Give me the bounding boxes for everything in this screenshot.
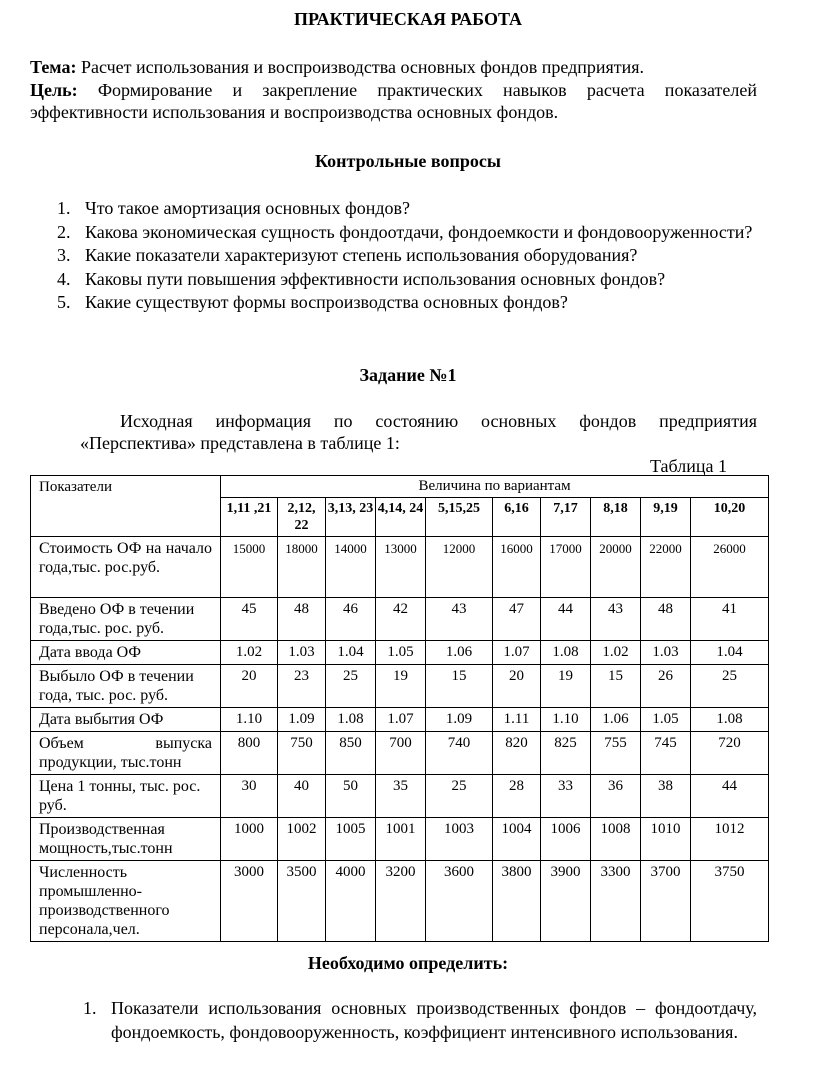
table-cell: 15 — [591, 665, 641, 708]
table-cell: 50 — [326, 775, 376, 818]
row-label: Производственная мощность,тыс.тонн — [31, 818, 221, 861]
table-cell: 1.02 — [221, 641, 278, 665]
table-cell: 1005 — [326, 818, 376, 861]
table-row — [31, 818, 769, 861]
determine-heading: Необходимо определить: — [307, 953, 509, 973]
table-cell: 745 — [641, 732, 691, 775]
column-header-group: Величина по вариантам — [221, 476, 769, 498]
table-cell: 740 — [426, 732, 493, 775]
table-cell: 1003 — [426, 818, 493, 861]
table-cell: 43 — [591, 598, 641, 641]
table-caption: Таблица 1 — [650, 456, 727, 476]
table-cell: 35 — [376, 775, 426, 818]
table-cell: 42 — [376, 598, 426, 641]
table-cell: 1.10 — [541, 708, 591, 732]
variant-header: 9,19 — [641, 498, 691, 537]
table-cell: 48 — [641, 598, 691, 641]
list-text: Что такое амортизация основных фондов? — [85, 198, 410, 218]
table-cell: 1.05 — [376, 641, 426, 665]
theme-line — [30, 56, 757, 78]
row-label: Цена 1 тонны, тыс. рос. руб. — [31, 775, 221, 818]
table-cell: 825 — [541, 732, 591, 775]
table-cell: 12000 — [426, 537, 493, 598]
table-cell: 43 — [426, 598, 493, 641]
variant-header: 2,12, 22 — [278, 498, 326, 537]
table-cell: 1.04 — [691, 641, 769, 665]
determine-list — [83, 997, 757, 1044]
row-label: Выбыло ОФ в течении года, тыс. рос. руб. — [31, 665, 221, 708]
table-cell: 45 — [221, 598, 278, 641]
table-cell: 40 — [278, 775, 326, 818]
table-cell: 47 — [493, 598, 541, 641]
table-cell: 3300 — [591, 861, 641, 942]
table-cell: 1004 — [493, 818, 541, 861]
table-cell: 820 — [493, 732, 541, 775]
table-cell: 26000 — [691, 537, 769, 598]
table-cell: 46 — [326, 598, 376, 641]
table-cell: 44 — [541, 598, 591, 641]
table-cell: 1.06 — [591, 708, 641, 732]
variant-header: 4,14, 24 — [376, 498, 426, 537]
column-header-indicators: Показатели — [31, 476, 221, 537]
row-label: Введено ОФ в течении года,тыс. рос. руб. — [31, 598, 221, 641]
table-cell: 26 — [641, 665, 691, 708]
table-cell: 1006 — [541, 818, 591, 861]
table-cell: 3800 — [493, 861, 541, 942]
variant-header: 8,18 — [591, 498, 641, 537]
table-cell: 1001 — [376, 818, 426, 861]
table-cell: 15000 — [221, 537, 278, 598]
table-cell: 755 — [591, 732, 641, 775]
data-table — [30, 475, 769, 942]
table-cell: 3000 — [221, 861, 278, 942]
table-cell: 850 — [326, 732, 376, 775]
table-cell: 22000 — [641, 537, 691, 598]
table-cell: 25 — [426, 775, 493, 818]
list-item — [57, 197, 757, 221]
table-cell: 18000 — [278, 537, 326, 598]
table-cell: 1010 — [641, 818, 691, 861]
table-row — [31, 861, 769, 942]
goal-paragraph — [30, 79, 757, 123]
table-cell: 20 — [493, 665, 541, 708]
list-text: Какие показатели характеризуют степень использования оборудования? — [85, 245, 638, 265]
table-cell: 1.09 — [426, 708, 493, 732]
row-label: Дата ввода ОФ — [31, 641, 221, 665]
table-cell: 19 — [541, 665, 591, 708]
table-row — [31, 665, 769, 708]
row-label: Дата выбытия ОФ — [31, 708, 221, 732]
table-cell: 17000 — [541, 537, 591, 598]
list-number: 2. — [57, 221, 71, 242]
table-cell: 20000 — [591, 537, 641, 598]
table-cell: 1.02 — [591, 641, 641, 665]
list-number: 1. — [57, 198, 71, 218]
table-cell: 36 — [591, 775, 641, 818]
table-cell: 1002 — [278, 818, 326, 861]
table-cell: 44 — [691, 775, 769, 818]
list-number: 1. — [83, 998, 97, 1018]
table-row — [31, 537, 769, 598]
table-cell: 1.06 — [426, 641, 493, 665]
table-cell: 700 — [376, 732, 426, 775]
task-heading: Задание №1 — [359, 365, 457, 385]
table-cell: 3200 — [376, 861, 426, 942]
table-cell: 48 — [278, 598, 326, 641]
table-cell: 14000 — [326, 537, 376, 598]
page-title: ПРАКТИЧЕСКАЯ РАБОТА — [293, 9, 523, 29]
table-cell: 1.03 — [278, 641, 326, 665]
variant-header: 3,13, 23 — [326, 498, 376, 537]
table-cell: 1000 — [221, 818, 278, 861]
variant-header: 10,20 — [691, 498, 769, 537]
table-cell: 800 — [221, 732, 278, 775]
variant-header: 7,17 — [541, 498, 591, 537]
list-item — [57, 291, 757, 315]
table-cell: 1.09 — [278, 708, 326, 732]
table-cell: 4000 — [326, 861, 376, 942]
table-row — [31, 598, 769, 641]
table-cell: 16000 — [493, 537, 541, 598]
table-row — [31, 708, 769, 732]
variant-header: 5,15,25 — [426, 498, 493, 537]
table-cell: 720 — [691, 732, 769, 775]
table-cell: 19 — [376, 665, 426, 708]
list-item — [57, 221, 757, 245]
table-cell: 1.08 — [326, 708, 376, 732]
list-text: Каковы пути повышения эффективности использования основных фондов? — [85, 268, 666, 289]
table-cell: 1.03 — [641, 641, 691, 665]
list-number: 3. — [57, 245, 71, 265]
list-item — [57, 268, 757, 292]
list-text: Показатели использования основных производственных фондов – фондоотдачу, фондоемкость, фондовооруженность, коэффициент интенсивного использования. — [111, 998, 757, 1042]
row-label: Стоимость ОФ на начало года,тыс. рос.руб. — [31, 537, 221, 598]
list-text: Какие существуют формы воспроизводства основных фондов? — [85, 292, 568, 312]
variant-header: 1,11 ,21 — [221, 498, 278, 537]
table-cell: 15 — [426, 665, 493, 708]
table-cell: 1.05 — [641, 708, 691, 732]
table-cell: 1.08 — [541, 641, 591, 665]
list-number: 5. — [57, 292, 71, 312]
theme-label: Тема: — [30, 57, 77, 77]
row-label: Численность промышленно-производственного персонала,чел. — [31, 861, 221, 942]
table-cell: 750 — [278, 732, 326, 775]
table-cell: 3750 — [691, 861, 769, 942]
table-cell: 3700 — [641, 861, 691, 942]
table-row — [31, 641, 769, 665]
task-intro: Исходная информация по состоянию основных фондов предприятия «Перспектива» представлена в таблице 1: — [80, 411, 757, 453]
table-cell: 20 — [221, 665, 278, 708]
table-cell: 1012 — [691, 818, 769, 861]
table-header-row — [31, 476, 769, 498]
table-cell: 30 — [221, 775, 278, 818]
table-cell: 23 — [278, 665, 326, 708]
table-cell: 1.10 — [221, 708, 278, 732]
goal-text: Формирование и закрепление практических навыков расчета показателей эффективности использования и воспроизводства основных фондов. — [30, 80, 757, 122]
variant-header: 6,16 — [493, 498, 541, 537]
table-cell: 3500 — [278, 861, 326, 942]
table-cell: 1.07 — [493, 641, 541, 665]
table-cell: 1.08 — [691, 708, 769, 732]
table-cell: 33 — [541, 775, 591, 818]
table-cell: 1.04 — [326, 641, 376, 665]
list-number: 4. — [57, 268, 71, 289]
table-cell: 3600 — [426, 861, 493, 942]
theme-text: Расчет использования и воспроизводства основных фондов предприятия. — [76, 57, 645, 77]
table-row — [31, 775, 769, 818]
list-text: Какова экономическая сущность фондоотдачи, фондоемкости и фондовооруженности? — [85, 221, 753, 242]
row-label: Объем выпуска продукции, тыс.тонн — [31, 732, 221, 775]
table-cell: 1.11 — [493, 708, 541, 732]
table-cell: 13000 — [376, 537, 426, 598]
table-row — [31, 732, 769, 775]
questions-list — [57, 197, 757, 315]
table-cell: 25 — [326, 665, 376, 708]
table-cell: 38 — [641, 775, 691, 818]
goal-label: Цель: — [30, 80, 78, 100]
list-item — [83, 997, 757, 1044]
table-cell: 41 — [691, 598, 769, 641]
table-cell: 25 — [691, 665, 769, 708]
list-item — [57, 244, 757, 268]
table-cell: 28 — [493, 775, 541, 818]
table-cell: 1008 — [591, 818, 641, 861]
table-cell: 3900 — [541, 861, 591, 942]
questions-heading: Контрольные вопросы — [315, 151, 501, 171]
table-cell: 1.07 — [376, 708, 426, 732]
